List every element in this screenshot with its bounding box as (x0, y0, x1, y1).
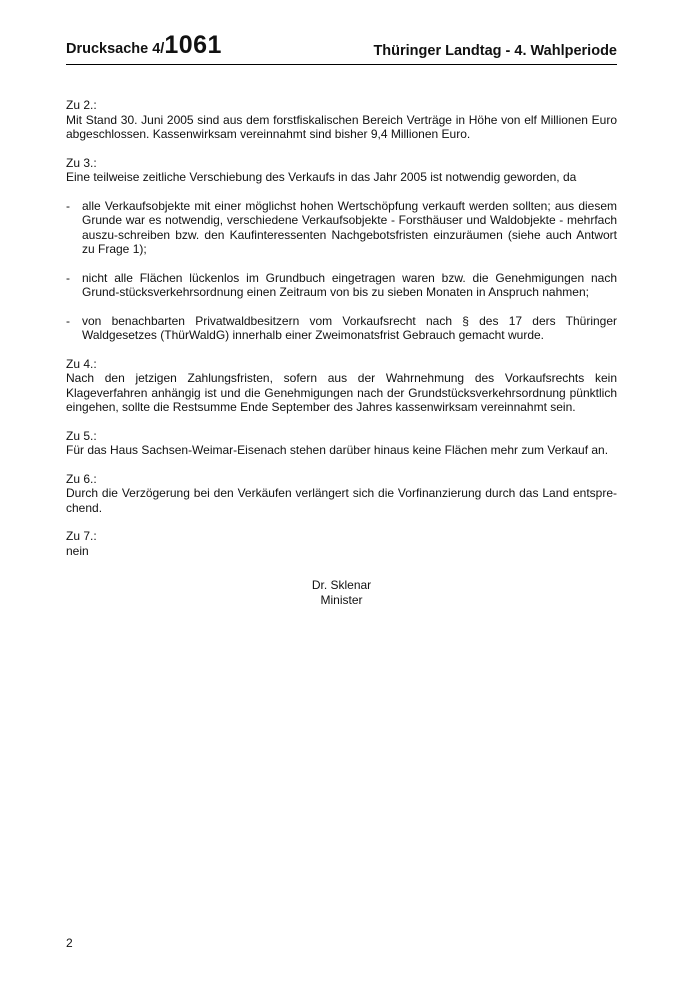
list-item (66, 271, 617, 300)
signatory-name: Dr. Sklenar (311, 578, 372, 592)
list-item-text: nicht alle Flächen lückenlos im Grundbuch eingetragen waren bzw. die Genehmigungen nach Grund-stücksverkehrsordnung einen Zeitraum von bis zu sieben Monaten in Anspruch nahmen; (82, 270, 617, 299)
section-heading: Zu 7.: (66, 529, 97, 543)
list-item (66, 314, 617, 343)
drucksache-number: 1061 (164, 31, 222, 59)
section-text: Für das Haus Sachsen-Weimar-Eisenach stehen darüber hinaus keine Flächen mehr zum Verkauf an. (66, 443, 609, 457)
drucksache-label: Drucksache 4/ (66, 41, 165, 57)
page-header (66, 30, 617, 65)
bullet-dash: - (66, 270, 70, 285)
list-item-text: von benachbarten Privatwaldbesitzern vom Vorkaufsrecht nach § des 17 ders Thüringer Waldgesetzes (ThürWaldG) innerhalb einer Zweimonatsfrist Gebrauch gemacht wurde. (82, 313, 617, 342)
signature-block (66, 578, 617, 607)
section-zu-3 (66, 156, 617, 185)
section-intro: Eine teilweise zeitliche Verschiebung des Verkaufs in das Jahr 2005 ist notwendig geworden, da (66, 170, 577, 184)
section-text: nein (66, 543, 89, 558)
section-heading: Zu 2.: (66, 98, 97, 112)
section-zu-7 (66, 529, 617, 558)
document-body (66, 98, 617, 572)
section-text: Durch die Verzögerung bei den Verkäufen verlängert sich die Vorfinanzierung durch das Land entspre-chend. (66, 486, 617, 515)
signatory-role: Minister (320, 592, 363, 607)
section-zu-4 (66, 357, 617, 415)
drucksache-reference (66, 31, 222, 60)
section-heading: Zu 5.: (66, 428, 97, 443)
section-zu-5 (66, 429, 617, 458)
section-heading: Zu 6.: (66, 471, 97, 486)
section-text: Mit Stand 30. Juni 2005 sind aus dem forstfiskalischen Bereich Verträge in Höhe von elf Millionen Euro abgeschlossen. Kassenwirksam vereinnahmt sind bisher 9,4 Millionen Euro. (66, 112, 617, 141)
section-text: Nach den jetzigen Zahlungsfristen, sofern aus der Wahrnehmung des Vorkaufsrechts kein Klageverfahren anhängig ist und die Genehmigungen nach der Grundstücksverkehrsordnung pünktlich eingehen, sollte die Restsumme Ende September des Jahres kassenwirksam vereinnahmt sein. (66, 371, 617, 414)
list-item (66, 199, 617, 257)
bullet-dash: - (66, 313, 70, 328)
parliament-title: Thüringer Landtag - 4. Wahlperiode (373, 43, 617, 59)
section-zu-2 (66, 98, 617, 142)
section-heading: Zu 4.: (66, 356, 97, 371)
bullet-dash: - (66, 198, 70, 213)
section-zu-6 (66, 472, 617, 516)
list-item-text: alle Verkaufsobjekte mit einer möglichst hohen Wertschöpfung verkauft werden sollten; aus diesem Grunde war es notwendig, verschiedene Verkaufsobjekte - Forsthäuser und Waldobjekte - mehrfach auszu-schreiben bzw. den Kaufinteressenten Nachgebotsfristen einzuräumen (siehe auch Antwort zu Frage 1); (82, 198, 617, 256)
page-number: 2 (66, 936, 73, 950)
section-heading: Zu 3.: (66, 155, 97, 170)
